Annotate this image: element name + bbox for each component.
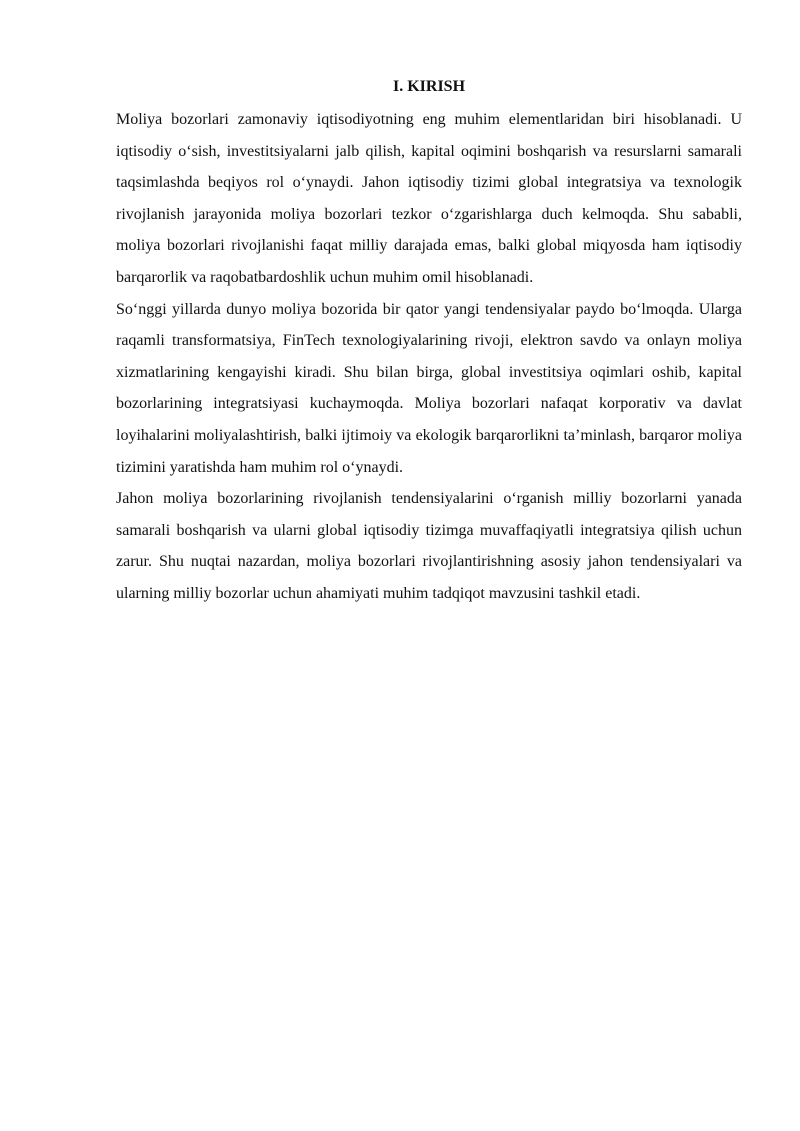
section-heading: I. KIRISH [392,78,466,95]
paragraph-3: Jahon moliya bozorlarining rivojlanish tendensiyalarini o‘rganish milliy bozorlarni yanada samarali boshqarish va ularni global iqtisodiy tizimga muvaffaqiyatli integratsiya qilish uchun zarur. Shu nuqtai nazardan, moliya bozorlari rivojlantirishning asosiy jahon tendensiyalari va ularning milliy bozorlar uchun ahamiyati muhim tadqiqot mavzusini tashkil etadi. [116,490,742,602]
paragraph-2: So‘nggi yillarda dunyo moliya bozorida bir qator yangi tendensiyalar paydo bo‘lmoqda. Ularga raqamli transformatsiya, FinTech texnologiyalarining rivoji, elektron savdo va onlayn moliya xizmatlarining kengayishi kiradi. Shu bilan birga, global investitsiya oqimlari oshib, kapital bozorlarining integratsiyasi kuchaymoqda. Moliya bozorlari nafaqat korporativ va davlat loyihalarini moliyalashtirish, balki ijtimoiy va ekologik barqarorlikni ta’minlash, barqaror moliya tizimini yaratishda ham muhim rol o‘ynaydi. [116,300,742,476]
document-body [116,76,742,610]
paragraph-1: Moliya bozorlari zamonaviy iqtisodiyotning eng muhim elementlaridan biri hisoblanadi. U iqtisodiy o‘sish, investitsiyalarni jalb qilish, kapital oqimini boshqarish va resurslarni samarali taqsimlashda beqiyos rol o‘ynaydi. Jahon iqtisodiy tizimi global integratsiya va texnologik rivojlanish jarayonida moliya bozorlari tezkor o‘zgarishlarga duch kelmoqda. Shu sababli, moliya bozorlari rivojlanishi faqat milliy darajada emas, balki global miqyosda ham iqtisodiy barqarorlik va raqobatbardoshlik uchun muhim omil hisoblanadi. [116,111,742,286]
